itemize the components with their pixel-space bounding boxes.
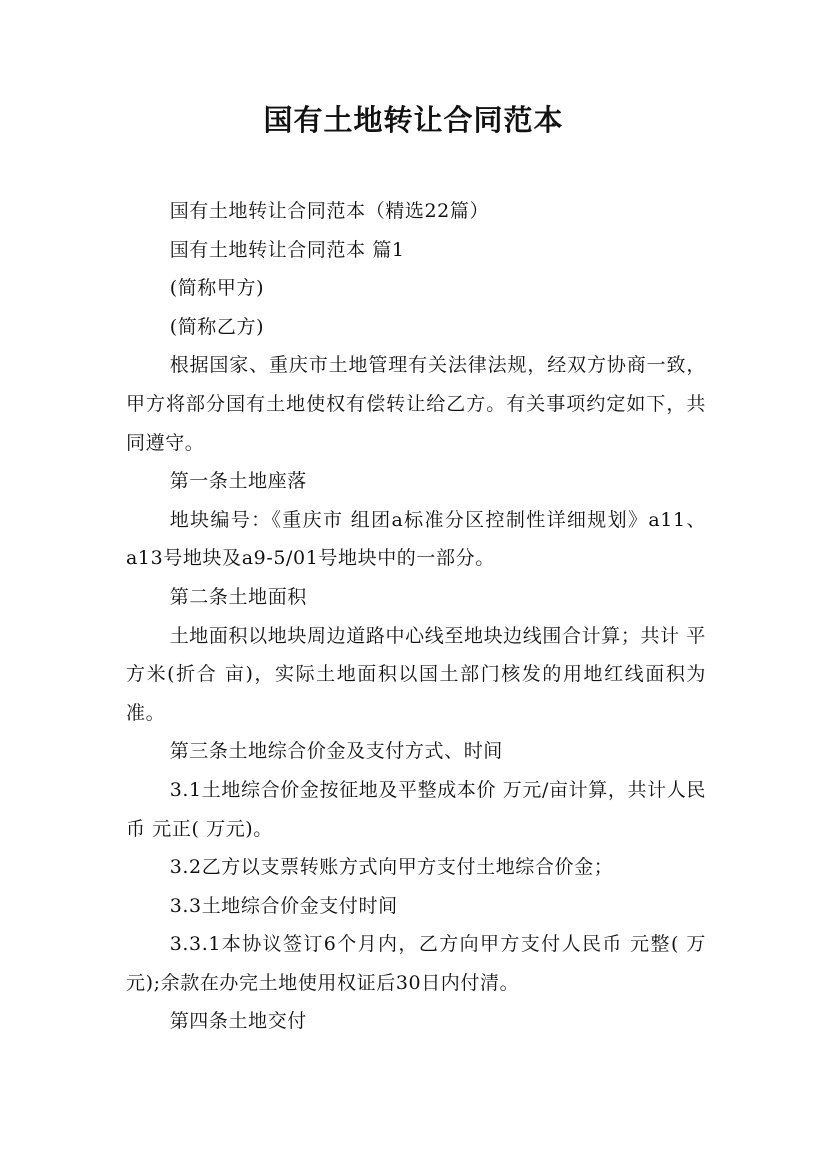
paragraph-chapter-heading: 国有土地转让合同范本 篇1: [169, 238, 405, 261]
article-1-heading: 第一条土地座落: [169, 470, 307, 493]
article-1-text: 地块编号：《重庆市 组团a标准分区控制性详细规划》a11、a13号地块及a9-5/01号地块中的一部分。: [126, 508, 706, 570]
article-2-heading: 第二条土地面积: [169, 585, 307, 608]
clause-3-3-1: 3.3.1本协议签订6个月内，乙方向甲方支付人民币 元整( 万元);余款在办完土地使用权证后30日内付清。: [126, 933, 706, 994]
document-title: 国有土地转让合同范本: [263, 103, 564, 137]
article-2-text: 土地面积以地块周边道路中心线至地块边线围合计算；共计 平方米(折合 亩)，实际土地面积以国土部门核发的用地红线面积为准。: [126, 624, 706, 724]
paragraph-preamble: 根据国家、重庆市土地管理有关法律法规，经双方协商一致，甲方将部分国有土地使权有偿转让给乙方。有关事项约定如下，共同遵守。: [126, 354, 706, 454]
clause-3-3: 3.3土地综合价金支付时间: [169, 894, 398, 917]
paragraph-party-b: (简称乙方): [169, 315, 265, 338]
document-body: [126, 192, 706, 1041]
paragraph-collection-title: 国有土地转让合同范本（精选22篇）: [169, 200, 490, 222]
clause-3-1: 3.1土地综合价金按征地及平整成本价 万元/亩计算，共计人民币 元正( 万元)。: [126, 778, 706, 840]
article-3-heading: 第三条土地综合价金及支付方式、时间: [169, 740, 503, 763]
paragraph-party-a: (简称甲方): [169, 277, 265, 300]
article-4-heading: 第四条土地交付: [169, 1010, 307, 1033]
clause-3-2: 3.2乙方以支票转账方式向甲方支付土地综合价金；: [169, 856, 614, 879]
